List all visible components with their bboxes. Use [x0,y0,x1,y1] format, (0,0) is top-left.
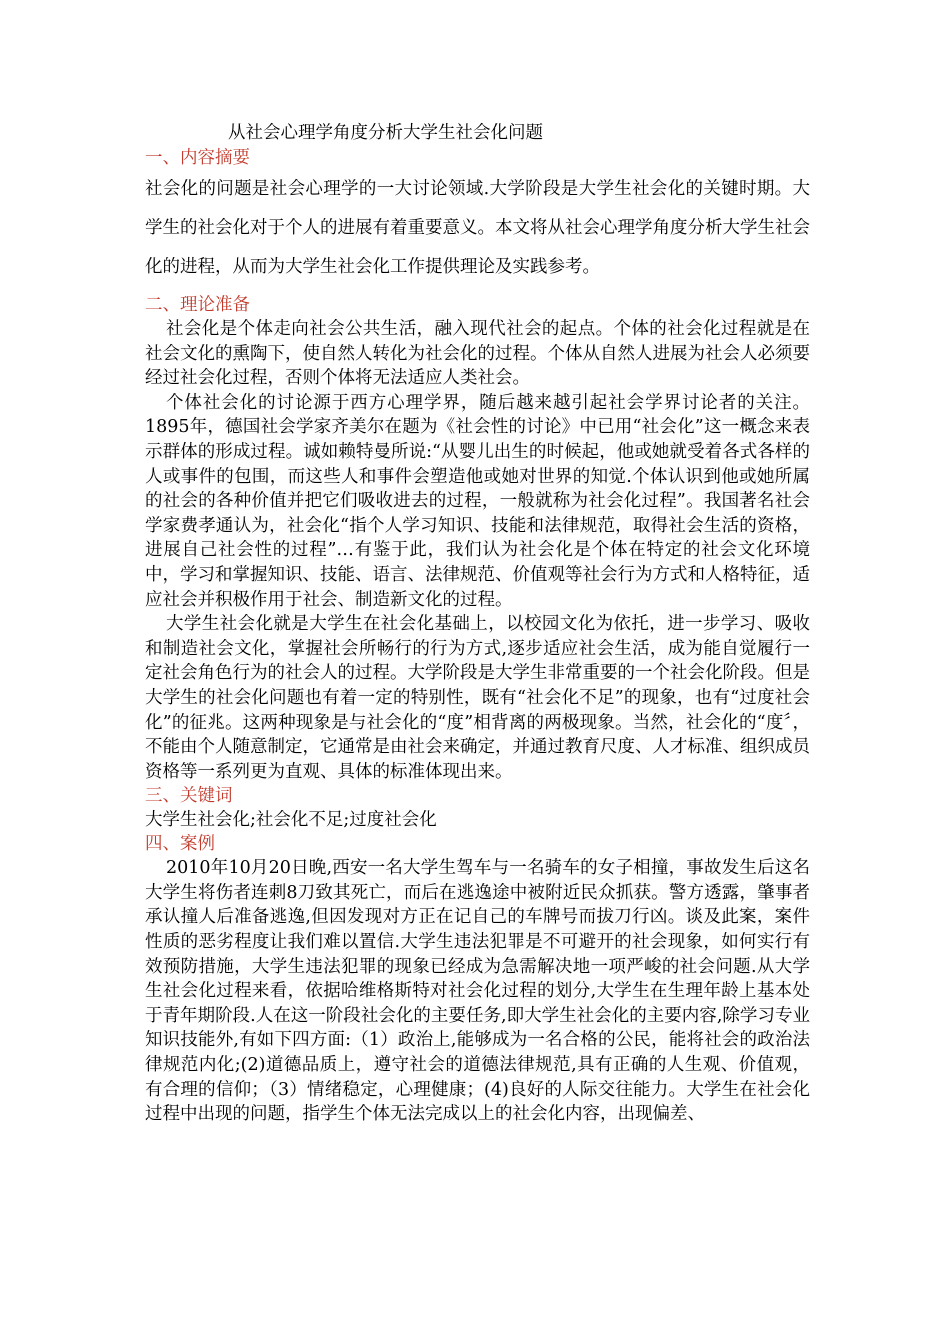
abstract-paragraph: 社会化的问题是社会心理学的一大讨论领域.大学阶段是大学生社会化的关键时期。大学生的社会化对于个人的进展有着重要意义。本文将从社会心理学角度分析大学生社会化的进程，从而为大学生社会化工作提供理论及实践参考。 [145,179,810,277]
section-heading-case: 四、案例 [145,834,215,855]
theory-paragraph-3: 大学生社会化就是大学生在社会化基础上，以校园文化为依托，进一步学习、吸收和制造社会文化，掌握社会所畅行的行为方式,逐步适应社会生活，成为能自觉履行一定社会角色行为的社会人的过程。大学阶段是大学生非常重要的一个社会化阶段。但是大学生的社会化问题也有着一定的特别性，既有“社会化不足”的现象，也有“过度社会化”的征兆。这两种现象是与社会化的“度”相背离的两极现象。当然，社会化的“度〞，不能由个人随意制定，它通常是由社会来确定，并通过教育尺度、人才标准、组织成员资格等一系列更为直观、具体的标准体现出来。 [145,614,810,782]
document-page [145,120,810,1127]
document-title: 从社会心理学角度分析大学生社会化问题 [228,123,543,143]
section-heading-keywords: 三、关键词 [145,786,233,807]
theory-paragraph-2: 个体社会化的讨论源于西方心理学界，随后越来越引起社会学界讨论者的关注。1895年，德国社会学家齐美尔在题为《社会性的讨论》中已用“社会化”这一概念来表示群体的形成过程。诚如赖特曼所说:“从婴儿出生的时候起，他或她就受着各式各样的人或事件的包围，而这些人和事件会塑造他或她对世界的知觉.个体认识到他或她所属的社会的各种价值并把它们吸收进去的过程，一般就称为社会化过程”。我国著名社会学家费孝通认为，社会化“指个人学习知识、技能和法律规范，取得社会生活的资格，进展自己社会性的过程”…有鉴于此，我们认为社会化是个体在特定的社会文化环境中，学习和掌握知识、技能、语言、法律规范、价值观等社会行为方式和人格特征，适应社会并积极作用于社会、制造新文化的过程。 [145,392,810,610]
section-heading-theory: 二、理论准备 [145,295,250,315]
case-paragraph: 2010年10月20日晚,西安一名大学生驾车与一名骑车的女子相撞，事故发生后这名大学生将伤者连刺8刀致其死亡，而后在逃逸途中被附近民众抓获。警方透露，肇事者承认撞人后准备逃逸,但因发现对方正在记自己的车牌号而拔刀行凶。谈及此案，案件性质的恶劣程度让我们难以置信.大学生违法犯罪是不可避开的社会现象，如何实行有效预防措施，大学生违法犯罪的现象已经成为急需解决地一项严峻的社会问题.从大学生社会化过程来看，依据哈维格斯特对社会化过程的划分,大学生在生理年龄上基本处于青年期阶段.人在这一阶段社会化的主要任务,即大学生社会化的主要内容,除学习专业知识技能外,有如下四方面:（1）政治上,能够成为一名合格的公民，能将社会的政治法律规范内化;(2)道德品质上，遵守社会的道德法律规范,具有正确的人生观、价值观，有合理的信仰；（3）情绪稳定，心理健康；(4)良好的人际交往能力。大学生在社会化过程中出现的问题，指学生个体无法完成以上的社会化内容，出现偏差、 [145,858,810,1125]
theory-paragraph-1: 社会化是个体走向社会公共生活，融入现代社会的起点。个体的社会化过程就是在社会文化的熏陶下，使自然人转化为社会化的过程。个体从自然人进展为社会人必须要经过社会化过程，否则个体将无法适应人类社会。 [145,319,810,389]
section-heading-abstract: 一、内容摘要 [145,148,250,168]
keywords-text: 大学生社会化;社会化不足;过度社会化 [145,810,437,831]
